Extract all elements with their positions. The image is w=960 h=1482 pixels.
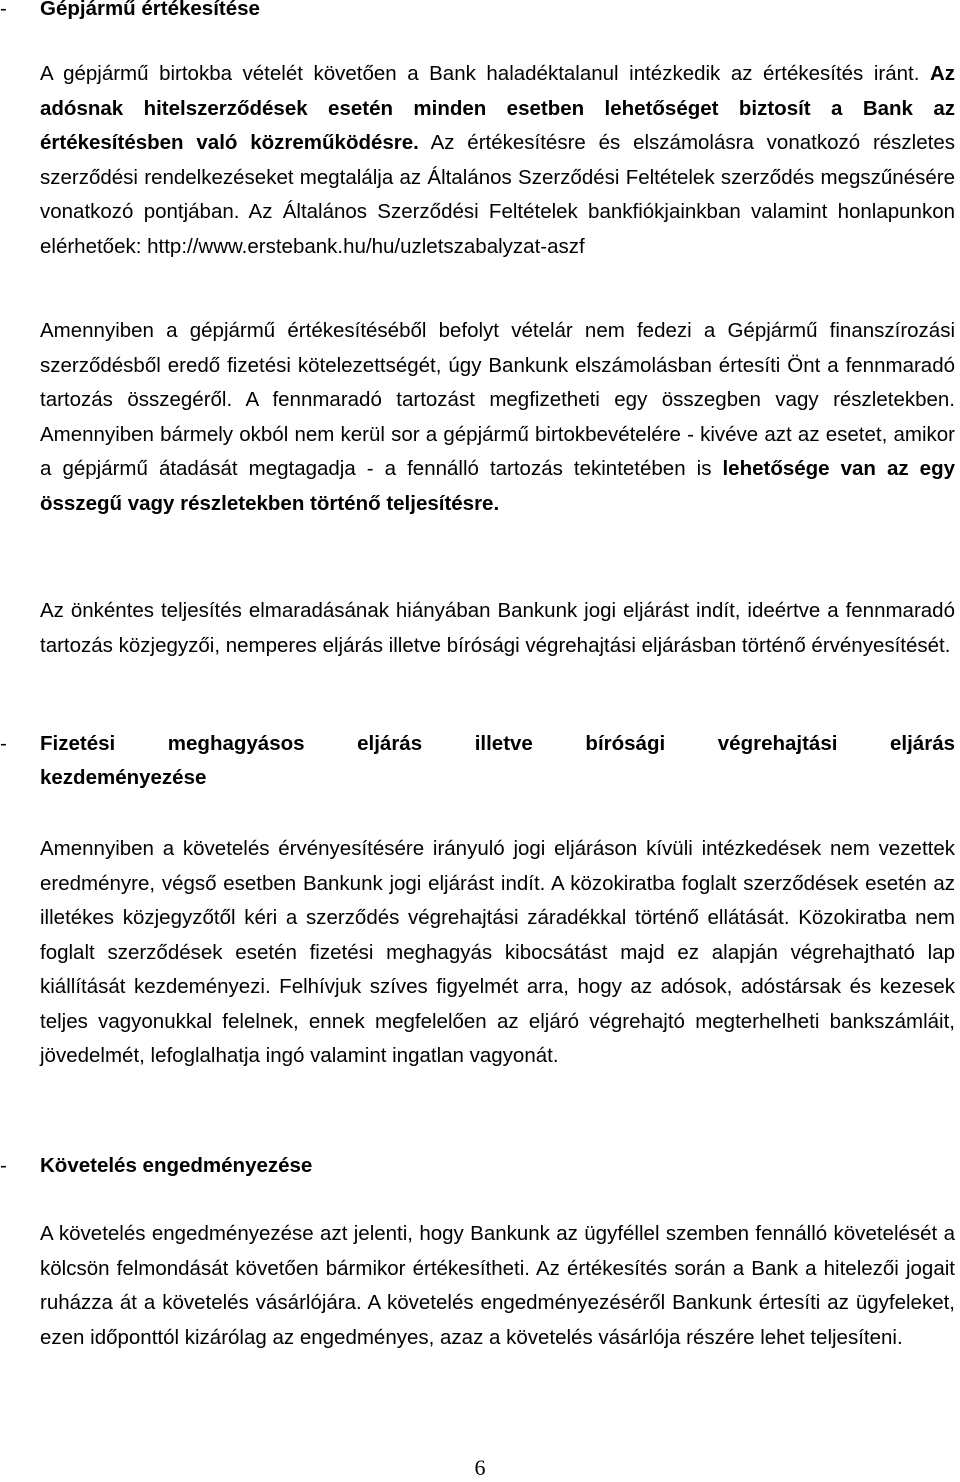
section-title	[40, 727, 955, 795]
section-title: Gépjármű értékesítése	[40, 0, 260, 20]
paragraph	[40, 594, 955, 663]
paragraph-text: A gépjármű birtokba vételét követően a Bank haladéktalanul intézkedik az értékesítés iránt.	[40, 62, 930, 85]
section-title-line: kezdeményezése	[40, 766, 207, 789]
section-title-line: Fizetési meghagyásos eljárás illetve bírósági végrehajtási eljárás	[40, 732, 955, 755]
paragraph-text: Amennyiben a követelés érvényesítésére irányuló jogi eljáráson kívüli intézkedések nem vezettek eredményre, végső esetben Bankunk jogi eljárást indít. A közokiratba foglalt szerződések esetén az illetékes közjegyzőtől kéri a szerződés végrehajtási záradékkal történő ellátását. Közokiratba nem foglalt szerződések esetén fizetési meghagyás kibocsátást majd ez alapján végrehajtható lap kiállítását kezdeményezi. Felhívjuk szíves figyelmét arra, hogy az adósok, adóstársak és kezesek teljes vagyonukkal felelnek, ennek megfelelően az eljáró végrehajtó megterhelheti bankszámláit, jövedelmét, lefoglalhatja ingó valamint ingatlan vagyonát.	[40, 837, 955, 1067]
list-dash: -	[0, 1154, 7, 1177]
paragraph	[40, 832, 955, 1074]
paragraph-text: A követelés engedményezése azt jelenti, hogy Bankunk az ügyféllel szemben fennálló követelését a kölcsön felmondását követően bármikor értékesítheti. Az értékesítés során a Bank a hitelezői jogait ruházza át a követelés vásárlójára. A követelés engedményezéséről Bankunk értesíti az ügyfeleket, ezen időponttól kizárólag az engedményes, azaz a követelés vásárlója részére lehet teljesíteni.	[40, 1222, 955, 1349]
paragraph	[40, 314, 955, 521]
list-dash: -	[0, 732, 7, 755]
paragraph-bold-text: Az adósnak hitelszerződések esetén minden esetben lehetőséget biztosít a Bank az értékesítésben való közreműködésre.	[40, 62, 955, 154]
page-number: 6	[474, 1455, 486, 1480]
paragraph-text: Az értékesítésre és elszámolásra vonatkozó részletes szerződési rendelkezéseket megtalálja az Általános Szerződési Feltételek szerződés megszűnésére vonatkozó pontjában. Az Általános Szerződési Feltételek bankfiókjainkban valamint honlapunkon elérhetőek: http://www.erstebank.hu/hu/uzletszabalyzat-aszf	[40, 131, 955, 258]
paragraph	[40, 1217, 955, 1355]
paragraph	[40, 57, 955, 264]
paragraph-text: Amennyiben a gépjármű értékesítéséből befolyt vételár nem fedezi a Gépjármű finanszírozási szerződésből eredő fizetési kötelezettségét, úgy Bankunk elszámolásban értesíti Önt a fennmaradó tartozás összegéről. A fennmaradó tartozást megfizetheti egy összegben vagy részletekben. Amennyiben bármely okból nem kerül sor a gépjármű birtokbevételére - kivéve azt az esetet, amikor a gépjármű átadását megtagadja - a fennálló tartozás tekintetében is	[40, 319, 955, 480]
section-title: Követelés engedményezése	[40, 1154, 313, 1177]
list-dash: -	[0, 0, 7, 20]
paragraph-bold-text: lehetősége van az egy összegű vagy részletekben történő teljesítésre.	[40, 457, 955, 515]
paragraph-text: Az önkéntes teljesítés elmaradásának hiányában Bankunk jogi eljárást indít, ideértve a fennmaradó tartozás közjegyzői, nemperes eljárás illetve bírósági végrehajtási eljárásban történő érvényesítését.	[40, 599, 955, 657]
